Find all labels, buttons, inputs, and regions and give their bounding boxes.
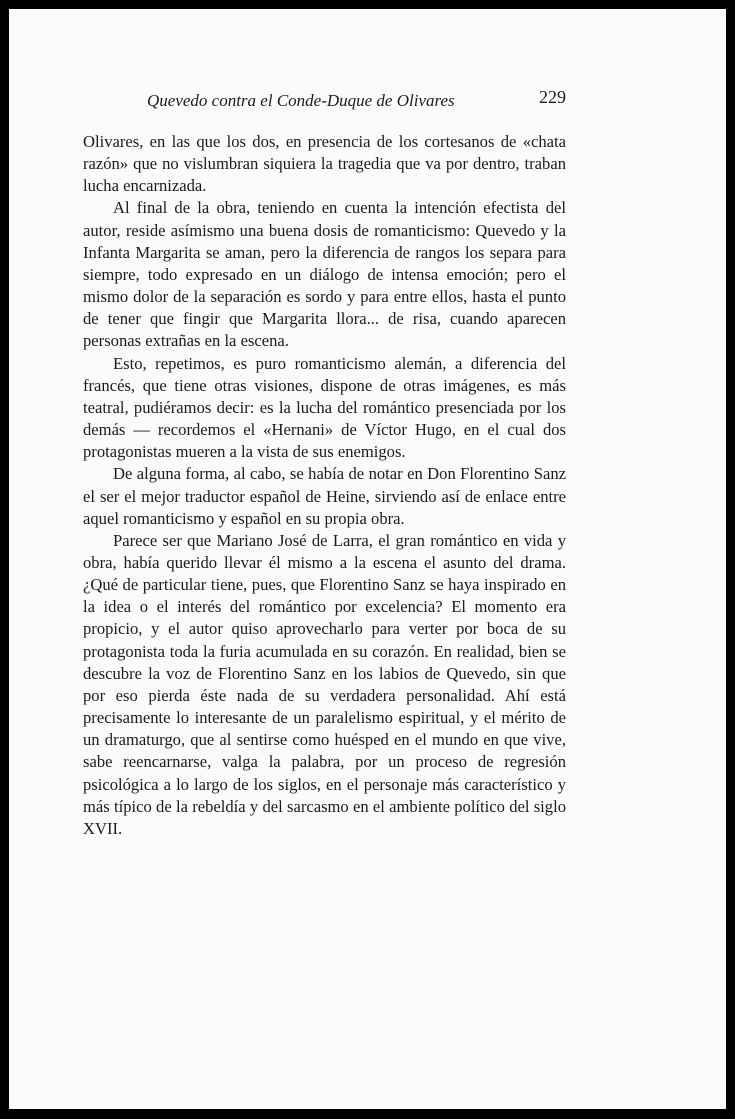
paragraph-5: Parece ser que Mariano José de Larra, el gran romántico en vida y obra, había querido llevar él mismo a la escena el asunto del drama. ¿Qué de particular tiene, pues, que Florentino Sanz se haya inspirado en la idea o el interés del romántico por excelencia? El momento era propicio, y el autor quiso aprovecharlo para verter por boca de su protagonista toda la furia acumulada en su corazón. En realidad, bien se descubre la voz de Florentino Sanz en los labios de Quevedo, sin que por eso pierda éste nada de su verdadera personalidad. Ahí está precisamente lo interesante de un paralelismo espiritual, y el mérito de un dramaturgo, que al sentirse como huésped en el mundo en que vive, sabe reencarnarse, valga la palabra, por un proceso de regresión psicológica a lo largo de los siglos, en el personaje más característico y más típico de la rebeldía y del sarcasmo en el ambiente político del siglo XVII.: [83, 530, 566, 838]
paragraph-4: De alguna forma, al cabo, se había de notar en Don Florentino Sanz el ser el mejor traductor español de Heine, sirviendo así de enlace entre aquel romanticismo y español en su propia obra.: [83, 464, 566, 528]
paragraph-2: Al final de la obra, teniendo en cuenta la intención efectista del autor, reside asímismo una buena dosis de romanticismo: Quevedo y la Infanta Margarita se aman, pero la diferencia de rangos los separa para siempre, todo expresado en un diálogo de intensa emoción; pero el mismo dolor de la separación es sordo y para entre ellos, hasta el punto de tener que fingir que Margarita llora... de risa, cuando aparecen personas extrañas en la escena.: [83, 198, 566, 351]
body-text: [83, 131, 566, 840]
page-number: 229: [539, 87, 566, 107]
scanned-page: [9, 9, 726, 1109]
paragraph-1: Olivares, en las que los dos, en presencia de los cortesanos de «chata razón» que no vislumbran siquiera la tragedia que va por dentro, traban lucha encarnizada.: [83, 132, 566, 196]
running-head: [83, 79, 566, 119]
running-title: Quevedo contra el Conde-Duque de Olivares: [147, 91, 455, 110]
paragraph-3: Esto, repetimos, es puro romanticismo alemán, a diferencia del francés, que tiene otras visiones, dispone de otras imágenes, es más teatral, pudiéramos decir: es la lucha del romántico presenciada por los demás — recordemos el «Hernani» de Víctor Hugo, en el cual dos protagonistas mueren a la vista de sus enemigos.: [83, 353, 566, 462]
book-page: [83, 79, 566, 840]
